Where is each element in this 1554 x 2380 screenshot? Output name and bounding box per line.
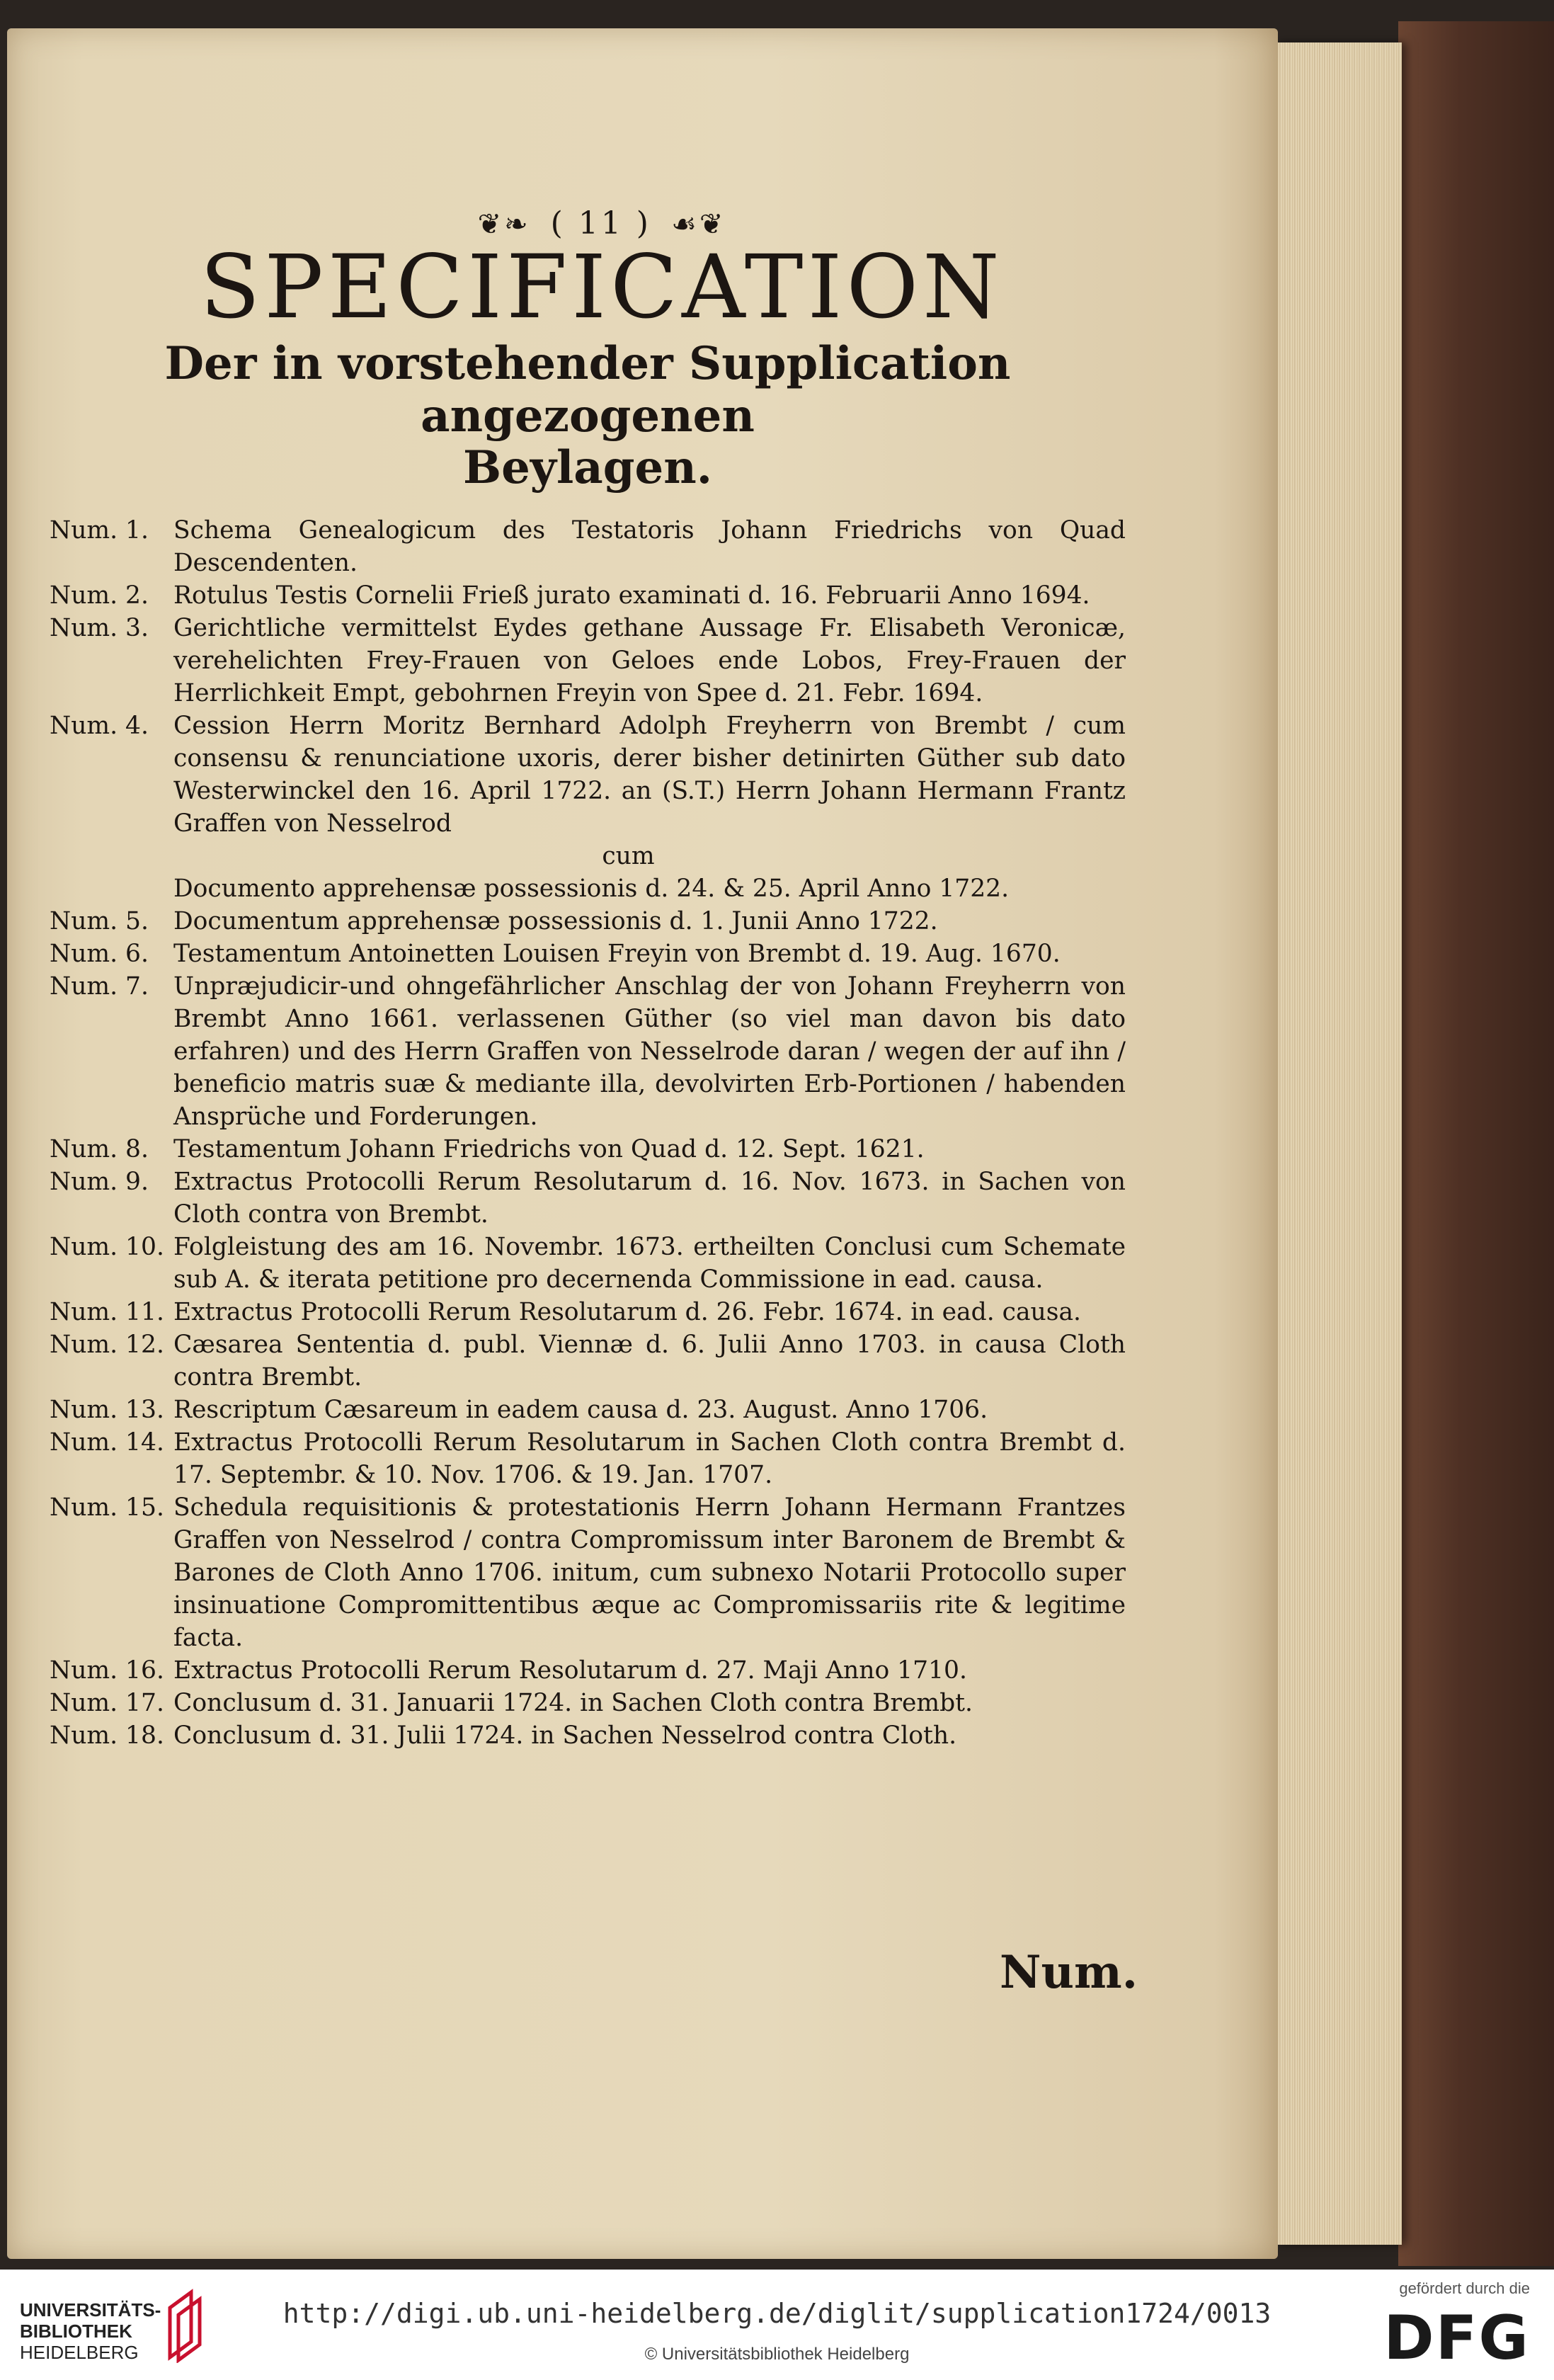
document-subtitle (50, 338, 1126, 494)
book-cover (1398, 21, 1554, 2266)
entry-text-main: Cæsarea Sententia d. publ. Viennæ d. 6. Julii Anno 1703. in causa Cloth contra Brembt. (173, 1330, 1126, 1391)
list-item (50, 612, 1126, 710)
entry-text-main: Conclusum d. 31. Januarii 1724. in Sachen Cloth contra Brembt. (173, 1688, 973, 1717)
list-item (50, 579, 1126, 612)
entry-number: Num. 9. (50, 1167, 149, 1196)
list-item (50, 1426, 1126, 1491)
list-item (50, 710, 1126, 872)
entry-number: Num. 2. (50, 581, 149, 610)
entry-list (50, 514, 1126, 1752)
ornament-left-icon: ❦❧ (477, 208, 531, 241)
list-item (50, 1687, 1126, 1719)
entry-text-main: Documentum apprehensæ possessionis d. 1. Junii Anno 1722. (173, 906, 938, 935)
entry-number: Num. 15. (50, 1493, 164, 1522)
entry-text (173, 970, 1126, 1133)
entry-text-main: Rescriptum Cæsareum in eadem causa d. 23. August. Anno 1706. (173, 1395, 988, 1424)
entry-number: Num. 16. (50, 1656, 164, 1685)
entry-number-blank (50, 872, 173, 905)
page-content (50, 205, 1126, 1752)
page-edges (1274, 42, 1402, 2245)
entry-number: Num. 6. (50, 939, 149, 968)
entry-text (173, 612, 1126, 710)
entry-cum: cum (602, 841, 655, 870)
entry-text (173, 1719, 1126, 1752)
document-title: SPECIFICATION (200, 237, 1004, 338)
entry-text-main: Extractus Protocolli Rerum Resolutarum d. 26. Febr. 1674. in ead. causa. (173, 1297, 1081, 1326)
entry-number: Num. 3. (50, 613, 149, 642)
entry-text (173, 1491, 1126, 1654)
list-item (50, 1394, 1126, 1426)
entry-number: Num. 8. (50, 1134, 149, 1163)
entry-text (173, 905, 1126, 938)
page-number-text: ( 11 ) (550, 205, 651, 241)
entry-text (173, 1394, 1126, 1426)
entry-text-main: Conclusum d. 31. Julii 1724. in Sachen Nesselrod contra Cloth. (173, 1721, 957, 1750)
list-item (50, 970, 1126, 1133)
entry-text (173, 1654, 1126, 1687)
entry-number: Num. 12. (50, 1330, 164, 1359)
entry-text (173, 1231, 1126, 1296)
entry-number: Num. 11. (50, 1297, 164, 1326)
entry-number: Num. 5. (50, 906, 149, 935)
ornament-right-icon: ☙❦ (670, 208, 726, 241)
list-item (50, 1491, 1126, 1654)
funded-by-label: gefördert durch die (1399, 2279, 1530, 2297)
entry-number: Num. 10. (50, 1232, 164, 1261)
entry-extra-text: Documento apprehensæ possessionis d. 24. & 25. April Anno 1722. (173, 874, 1010, 903)
library-name-line-3: HEIDELBERG (20, 2342, 139, 2363)
entry-text (173, 579, 1126, 612)
list-item (50, 1654, 1126, 1687)
list-item (50, 514, 1126, 579)
entry-text-main: Testamentum Antoinetten Louisen Freyin von Brembt d. 19. Aug. 1670. (173, 939, 1061, 968)
entry-number: Num. 13. (50, 1395, 164, 1424)
list-item (50, 872, 1126, 905)
entry-text-main: Unpræjudicir-und ohngefährlicher Anschlag der von Johann Freyherrn von Brembt Anno 1661. verlassenen Güther (so viel man davon bis dato erfahren) und des Herrn Graffen von Nesselrode daran / wegen der auf ihn / beneficio matris suæ & mediante illa, devolvirten Erb-Portionen / habenden Ansprüche und Forderungen. (173, 972, 1126, 1131)
entry-text (173, 1296, 1126, 1328)
entry-text-main: Schema Genealogicum des Testatoris Johann Friedrichs von Quad Descendenten. (173, 516, 1126, 577)
entry-number: Num. 14. (50, 1428, 164, 1457)
list-item (50, 1133, 1126, 1166)
entry-text-main: Cession Herrn Moritz Bernhard Adolph Freyherrn von Brembt / cum consensu & renunciatione uxoris, derer bisher detinirten Güther sub dato Westerwinckel den 16. April 1722. an (S.T.) Herrn Johann Hermann Frantz Graffen von Nesselrod (173, 711, 1126, 838)
entry-text-main: Testamentum Johann Friedrichs von Quad d. 12. Sept. 1621. (173, 1134, 925, 1163)
list-item (50, 938, 1126, 970)
entry-number: Num. 18. (50, 1721, 164, 1750)
list-item (50, 905, 1126, 938)
subtitle-line-2: Beylagen. (462, 441, 713, 495)
entry-text (173, 1328, 1126, 1394)
entry-text-main: Extractus Protocolli Rerum Resolutarum d. 27. Maji Anno 1710. (173, 1656, 967, 1685)
entry-text (173, 710, 1126, 872)
entry-text-main: Folgleistung des am 16. Novembr. 1673. ertheilten Conclusi cum Schemate sub A. & iterata petitione pro decernenda Commissione in ead. causa. (173, 1232, 1126, 1294)
entry-text (173, 1687, 1126, 1719)
list-item (50, 1296, 1126, 1328)
entry-number: Num. 7. (50, 972, 149, 1001)
viewer-footer (0, 2270, 1554, 2380)
list-item (50, 1231, 1126, 1296)
library-name-line-2: BIBLIOTHEK (20, 2321, 132, 2342)
entry-text (173, 1426, 1126, 1491)
document-url[interactable]: http://digi.ub.uni-heidelberg.de/diglit/supplication1724/0013 (282, 2298, 1272, 2329)
list-item (50, 1328, 1126, 1394)
entry-text (173, 938, 1126, 970)
list-item (50, 1719, 1126, 1752)
entry-text-main: Rotulus Testis Cornelii Frieß jurato examinati d. 16. Februarii Anno 1694. (173, 581, 1090, 610)
entry-text-main: Extractus Protocolli Rerum Resolutarum d. 16. Nov. 1673. in Sachen von Cloth contra von Brembt. (173, 1167, 1126, 1229)
catchword: Num. (1000, 1946, 1138, 1999)
entry-text-main: Extractus Protocolli Rerum Resolutarum in Sachen Cloth contra Brembt d. 17. Septembr. & 10. Nov. 1706. & 19. Jan. 1707. (173, 1428, 1126, 1489)
entry-text-main: Gerichtliche vermittelst Eydes gethane Aussage Fr. Elisabeth Veronicæ, verehelichten Frey-Frauen von Geloes ende Lobos, Frey-Frauen der Herrlichkeit Empt, gebohrnen Freyin von Spee d. 21. Febr. 1694. (173, 613, 1126, 707)
library-name-line-1: UNIVERSITÄTS- (20, 2299, 161, 2321)
entry-number: Num. 17. (50, 1688, 164, 1717)
entry-text (173, 1166, 1126, 1231)
entry-number: Num. 4. (50, 711, 149, 740)
entry-text-main: Schedula requisitionis & protestationis Herrn Johann Hermann Frantzes Graffen von Nesselrod / contra Compromissum inter Baronem de Brembt & Barones de Cloth Anno 1706. initum, cum subnexo Notarii Protocollo super insinuatione Compromittentibus æque ac Compromissariis rite & legitime facta. (173, 1493, 1126, 1652)
subtitle-line-1: Der in vorstehender Supplication angezogenen (164, 337, 1011, 443)
entry-text (173, 514, 1126, 579)
dfg-logo: DFG (1383, 2303, 1530, 2374)
entry-text (173, 1133, 1126, 1166)
list-item (50, 1166, 1126, 1231)
entry-number: Num. 1. (50, 516, 149, 545)
copyright-notice: © Universitätsbibliothek Heidelberg (644, 2345, 910, 2364)
